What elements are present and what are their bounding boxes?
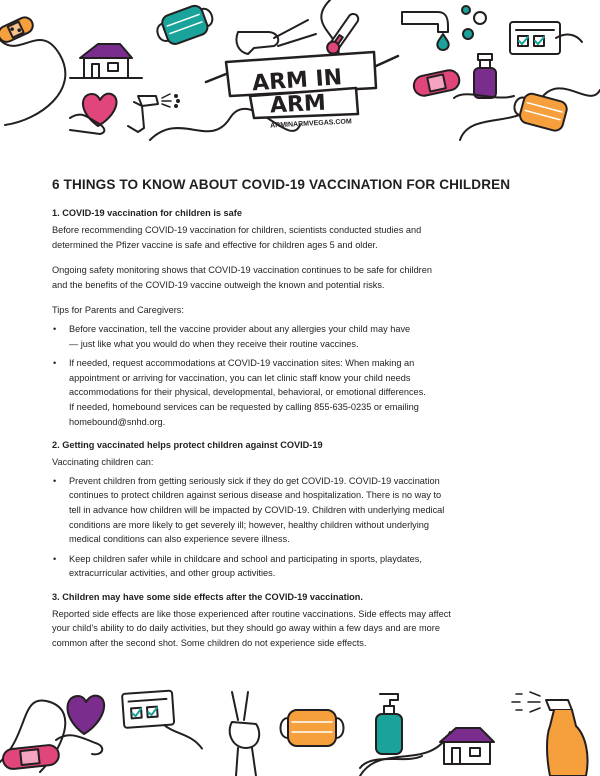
footer-illustration — [0, 672, 600, 776]
document-body — [52, 176, 552, 662]
vaccination-card-icon — [122, 689, 202, 754]
pointing-hand-icon — [236, 20, 316, 54]
section-heading-3: 3. Children may have some side effects after the COVID-19 vaccination. — [52, 591, 363, 602]
bullet-glyph: • — [53, 323, 57, 334]
section-heading-1: 1. COVID-19 vaccination for children is safe — [52, 208, 242, 218]
house-icon — [440, 728, 494, 764]
logo-line1: ARM IN — [251, 65, 343, 97]
face-mask-icon — [281, 710, 344, 746]
spray-bottle-icon — [512, 692, 588, 776]
paragraph: Ongoing safety monitoring shows that COVID-19 vaccination continues to be safe for children and the benefits of the COVID-19 vaccine outweigh the known and potential risks. — [52, 265, 432, 290]
face-mask-icon — [153, 1, 217, 49]
bandage-icon — [0, 15, 35, 45]
bandage-icon — [412, 68, 461, 97]
soap-bottle-icon — [360, 694, 422, 768]
section-heading-2: 2. Getting vaccinated helps protect children against COVID-19 — [52, 440, 323, 451]
decorative-line — [360, 732, 450, 776]
bullet-glyph: • — [53, 553, 57, 564]
bullet-list — [52, 474, 552, 581]
paragraph: Vaccinating children can: — [52, 457, 154, 468]
header-illustration — [0, 0, 600, 150]
bullet-glyph: • — [53, 475, 57, 486]
list-item: • Prevent children from getting seriously sick if they do get COVID-19. COVID-19 vaccination continues to protect children against serious disease and hospitalization. There is no way to tell in advance how children will be impacted by COVID-19. Children with underlying medical conditions are more likely to get severely ill; however, healthy children without underlying medical conditions can also experience severe illness. — [53, 475, 445, 545]
bullet-list — [52, 322, 552, 429]
bullet-glyph: • — [53, 358, 57, 369]
heart-hand-icon — [70, 94, 117, 134]
page-title: 6 THINGS TO KNOW ABOUT COVID-19 VACCINATION FOR CHILDREN — [52, 177, 511, 192]
soap-bottle-icon — [454, 54, 514, 98]
house-icon — [70, 44, 142, 78]
faucet-icon — [402, 12, 449, 50]
list-item: • Keep children safer while in childcare and school and participating in sports, playdates, extracurricular activities, and other group activities. — [53, 553, 422, 579]
bubbles-icon — [462, 6, 486, 39]
paragraph: Before recommending COVID-19 vaccination for children, scientists conducted studies and determined the Pfizer vaccine is safe and effective for children ages 5 and older. — [52, 225, 422, 250]
vaccination-card-icon — [510, 22, 582, 54]
paragraph: Reported side effects are like those experienced after routine vaccinations. Side effects may affect your child’s ability to do daily activities, but they should go away within a few days and are more common after the second shot. Some children do not experience side effects. — [52, 608, 451, 649]
spray-bottle-icon — [128, 94, 179, 132]
peace-hand-icon — [230, 692, 260, 776]
list-item: • If needed, request accommodations at COVID-19 vaccination sites: When making an appointment or arriving for vaccination, you can let clinic staff know your child needs accommodations for their physical, developmental, behavioral, or emotional differences. If needed, homebound services can be requested by calling 855-635-0235 or emailing homebound@snhd.org. — [53, 358, 426, 427]
list-item: • Before vaccination, tell the vaccine provider about any allergies your child may have — just like what you would do when they receive their routine vaccines. — [53, 323, 411, 349]
logo-url: ARMINARMVEGAS.COM — [269, 118, 352, 130]
decorative-line — [0, 40, 65, 125]
face-mask-icon — [511, 90, 569, 132]
heart-hand-icon — [56, 696, 104, 755]
tips-label: Tips for Parents and Caregivers: — [52, 305, 184, 316]
logo-line2: ARM — [269, 90, 327, 119]
